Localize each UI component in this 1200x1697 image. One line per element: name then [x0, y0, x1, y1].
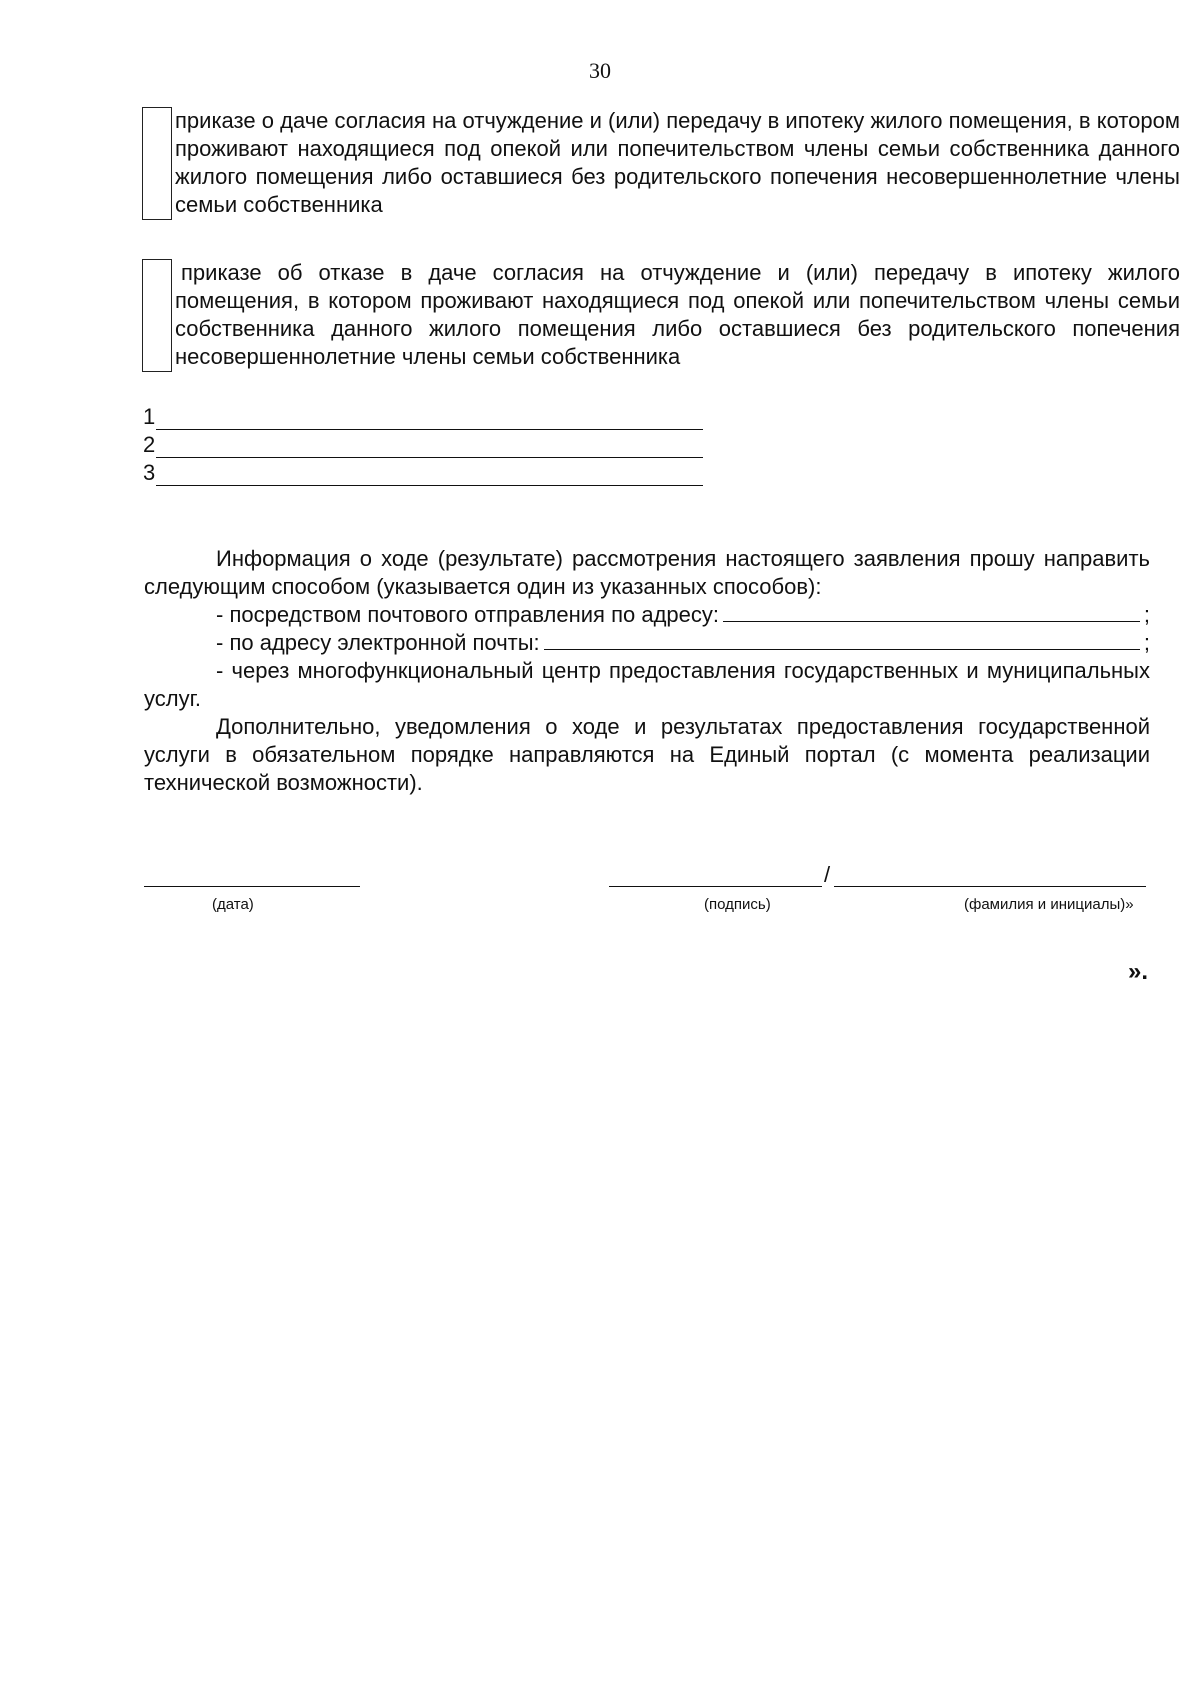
name-field[interactable]	[834, 886, 1146, 887]
date-caption: (дата)	[212, 896, 254, 913]
email-delivery-end: ;	[1143, 630, 1150, 655]
post-delivery-label: - посредством почтового отправления по адресу:	[216, 602, 720, 627]
attachment-line-2	[143, 430, 703, 458]
name-caption: (фамилия и инициалы)»	[964, 896, 1134, 913]
signature-caption: (подпись)	[704, 896, 771, 913]
email-delivery-line	[144, 629, 1150, 657]
attachment-blank-field[interactable]	[156, 435, 703, 458]
signature-slash: /	[824, 862, 831, 887]
option-refusal	[142, 259, 1180, 371]
option-consent-text: приказе о даче согласия на отчуждение и (или) передачу в ипотеку жилого помещения, в котором проживают находящиеся под опекой или попечительством члены семьи собственника данного жилого помещения либо оставшиеся без родительского попечения несовершеннолетние члены семьи собственника	[175, 108, 1180, 217]
portal-notice-paragraph: Дополнительно, уведомления о ходе и результатах предоставления государственной услуги в обязательном порядке направляются на Единый портал (с момента реализации технической возможности).	[144, 714, 1150, 795]
post-delivery-line	[144, 601, 1150, 629]
email-delivery-label: - по адресу электронной почты:	[216, 630, 540, 655]
consent-checkbox[interactable]	[142, 107, 172, 220]
attachment-blank-field[interactable]	[156, 463, 703, 486]
option-consent	[142, 107, 1180, 219]
signature-field[interactable]	[609, 886, 822, 887]
attachment-number: 3	[143, 460, 156, 485]
attachment-blank-field[interactable]	[156, 407, 703, 430]
signature-block	[144, 860, 1150, 920]
delivery-intro-paragraph: Информация о ходе (результате) рассмотрения настоящего заявления прошу направить следующим способом (указывается один из указанных способов):	[144, 546, 1150, 599]
post-address-field[interactable]	[723, 601, 1140, 622]
refusal-checkbox[interactable]	[142, 259, 172, 372]
date-field[interactable]	[144, 886, 360, 887]
delivery-info-section	[144, 545, 1150, 797]
post-delivery-end: ;	[1143, 602, 1150, 627]
attachment-number: 2	[143, 432, 156, 457]
attachment-number: 1	[143, 404, 156, 429]
option-refusal-text: приказе об отказе в даче согласия на отчуждение и (или) передачу в ипотеку жилого помещения, в котором проживают находящиеся под опекой или попечительством члены семьи собственника данного жилого помещения либо оставшиеся без родительского попечения несовершеннолетние члены семьи собственника	[175, 260, 1180, 369]
closing-quote-mark: ».	[1127, 958, 1148, 985]
page-number: 30	[589, 58, 611, 83]
attachment-line-1	[143, 402, 703, 430]
mfc-delivery-option: - через многофункциональный центр предоставления государственных и муниципальных услуг.	[144, 658, 1150, 711]
email-address-field[interactable]	[544, 629, 1140, 650]
numbered-attachments-list	[143, 402, 703, 486]
attachment-line-3	[143, 458, 703, 486]
